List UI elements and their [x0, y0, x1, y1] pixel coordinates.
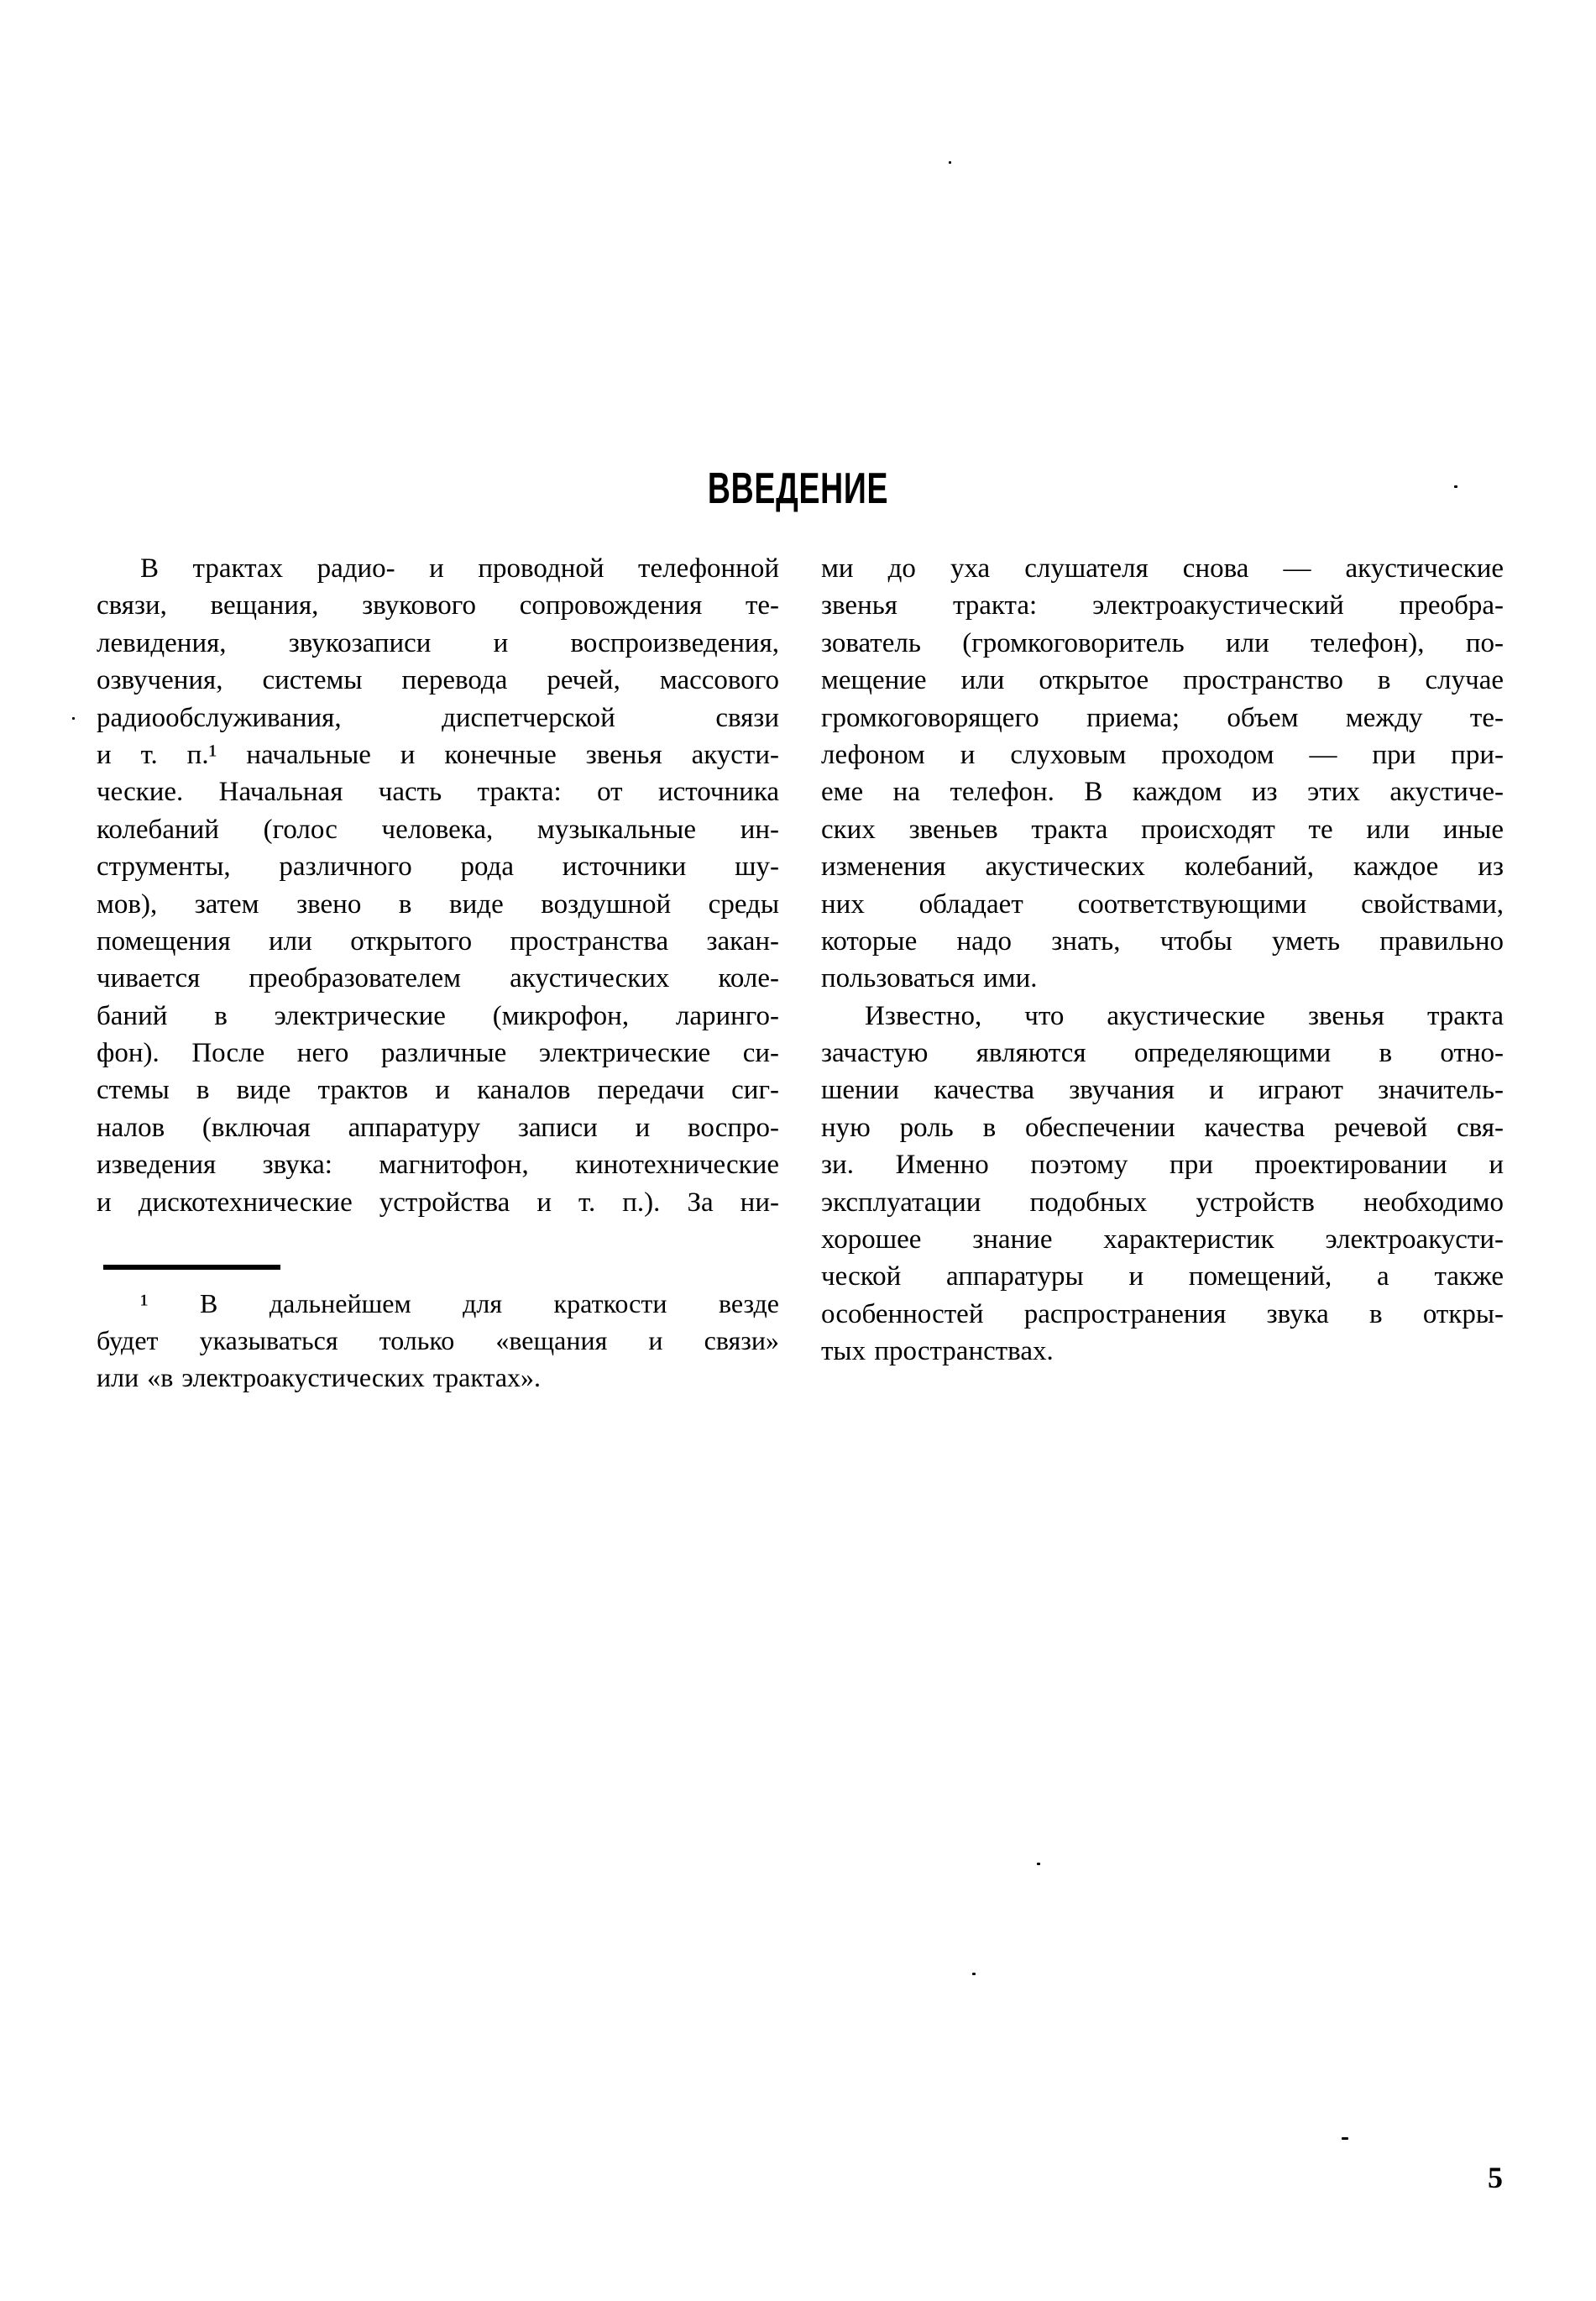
- text-line: изведения звука: магнитофон, кинотехнические: [97, 1150, 779, 1181]
- text-line: тых пространствах.: [821, 1336, 1054, 1367]
- text-line: ских звеньев тракта происходят те или иные: [821, 814, 1504, 845]
- text-line: баний в электрические (микрофон, ларинго-: [97, 1000, 779, 1031]
- text-line: и дискотехнические устройства и т. п.). За ни-: [97, 1187, 779, 1218]
- page-number: 5: [1488, 2161, 1503, 2194]
- text-line: звенья тракта: электроакустический преобра-: [821, 590, 1504, 621]
- text-line: зи. Именно поэтому при проектировании и: [821, 1150, 1504, 1181]
- text-line: эксплуатации подобных устройств необходимо: [821, 1187, 1504, 1218]
- text-line: них обладает соответствующими свойствами,: [821, 888, 1504, 920]
- page-title-text: ВВЕДЕНИЕ: [707, 464, 889, 513]
- text-line: помещения или открытого пространства закан-: [97, 925, 779, 957]
- right-column: [821, 550, 1504, 1371]
- text-line: мов), затем звено в виде воздушной среды: [97, 888, 779, 920]
- text-line: особенностей распространения звука в откры-: [821, 1298, 1504, 1329]
- text-line: зователь (громкоговоритель или телефон), по-: [821, 627, 1504, 658]
- text-line: фон). После него различные электрические си-: [97, 1038, 779, 1069]
- text-line: В трактах радио- и проводной телефонной: [140, 553, 779, 584]
- text-line: налов (включая аппаратуру записи и воспро-: [97, 1112, 779, 1143]
- text-line: изменения акустических колебаний, каждое из: [821, 852, 1504, 883]
- scan-speck: [1454, 485, 1457, 488]
- scan-speck: [972, 1973, 976, 1975]
- text-line: чивается преобразователем акустических коле-: [97, 963, 779, 994]
- text-line: зачастую являются определяющими в отно-: [821, 1038, 1504, 1069]
- text-line: озвучения, системы перевода речей, массового: [97, 665, 779, 696]
- text-line: Известно, что акустические звенья тракта: [865, 1000, 1504, 1031]
- scan-speck: [949, 161, 951, 164]
- text-line: которые надо знать, чтобы уметь правильно: [821, 925, 1504, 957]
- text-line: струменты, различного рода источники шу-: [97, 852, 779, 883]
- text-line: левидения, звукозаписи и воспроизведения,: [97, 627, 779, 658]
- text-line: мещение или открытое пространство в случае: [821, 665, 1504, 696]
- text-line: радиообслуживания, диспетчерской связи: [97, 702, 779, 733]
- text-line: колебаний (голос человека, музыкальные ин-: [97, 814, 779, 845]
- text-line: лефоном и слуховым проходом — при при-: [821, 739, 1504, 770]
- page-title: [0, 464, 1596, 517]
- text-line: хорошее знание характеристик электроакусти-: [821, 1224, 1504, 1255]
- text-line: или «в электроакустических трактах».: [97, 1362, 542, 1392]
- scan-speck: [72, 717, 75, 720]
- text-line: связи, вещания, звукового сопровождения те-: [97, 590, 779, 621]
- scan-speck: [1037, 1863, 1040, 1865]
- text-line: ческие. Начальная часть тракта: от источника: [97, 777, 779, 808]
- text-line: будет указываться только «вещания и связи»: [97, 1325, 779, 1355]
- text-line: ную роль в обеспечении качества речевой свя-: [821, 1112, 1504, 1143]
- text-line: ческой аппаратуры и помещений, а также: [821, 1261, 1504, 1292]
- footnote: [97, 1285, 779, 1396]
- scan-speck: [1342, 2137, 1348, 2140]
- text-line: стемы в виде трактов и каналов передачи сиг-: [97, 1075, 779, 1106]
- text-line: и т. п.¹ начальные и конечные звенья акусти-: [97, 739, 779, 770]
- text-line: громкоговорящего приема; объем между те-: [821, 702, 1504, 733]
- text-line: еме на телефон. В каждом из этих акустиче-: [821, 777, 1504, 808]
- text-line: шении качества звучания и играют значитель-: [821, 1075, 1504, 1106]
- text-line: ми до уха слушателя снова — акустические: [821, 553, 1504, 584]
- left-column: [97, 550, 779, 1221]
- footnote-rule: [103, 1265, 280, 1270]
- text-line: ¹ В дальнейшем для краткости везде: [140, 1288, 779, 1318]
- text-line: пользоваться ими.: [821, 963, 1038, 994]
